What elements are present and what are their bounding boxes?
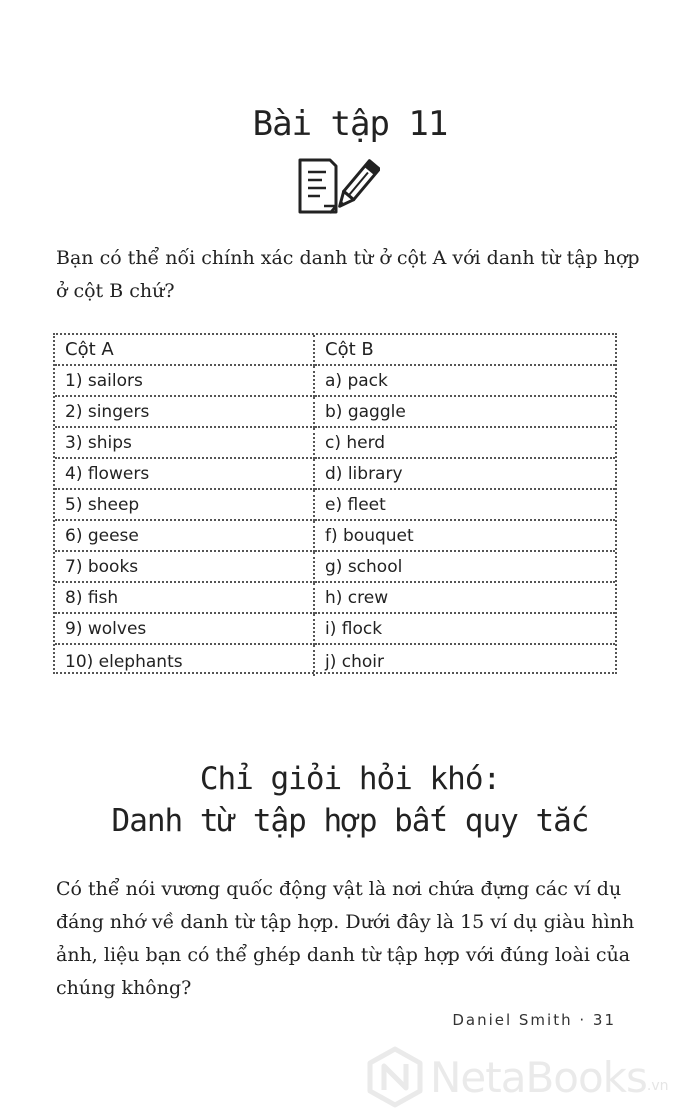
column-a-item: 10) elephants — [55, 645, 315, 676]
column-a-item: 6) geese — [55, 521, 315, 552]
section-title — [0, 758, 700, 842]
column-a-item: 9) wolves — [55, 614, 315, 645]
watermark — [366, 1044, 696, 1110]
watermark-text: NetaBooks — [430, 1052, 647, 1102]
match-table — [53, 333, 617, 674]
column-a-item: 5) sheep — [55, 490, 315, 521]
column-b-item: b) gaggle — [315, 397, 615, 428]
column-b-item: i) flock — [315, 614, 615, 645]
column-a-item: 4) flowers — [55, 459, 315, 490]
column-b-item: a) pack — [315, 366, 615, 397]
column-a-header: Cột A — [55, 335, 315, 366]
watermark-suffix: .vn — [646, 1078, 669, 1094]
running-footer: Daniel Smith · 31 — [452, 1011, 616, 1029]
column-a-item: 8) fish — [55, 583, 315, 614]
section-title-line: Danh từ tập hợp bất quy tắc — [111, 803, 589, 839]
exercise-title: Bài tập 11 — [252, 104, 448, 144]
column-a-item: 2) singers — [55, 397, 315, 428]
column-b-item: c) herd — [315, 428, 615, 459]
column-b-item: f) bouquet — [315, 521, 615, 552]
column-a-item: 3) ships — [55, 428, 315, 459]
section-title-line: Chỉ giỏi hỏi khó: — [199, 761, 501, 797]
section-body: Có thể nói vương quốc động vật là nơi chứa đựng các ví dụ đáng nhớ về danh từ tập hợp. Dưới đây là 15 ví dụ giàu hình ảnh, liệu bạn có thể ghép danh từ tập hợp với đúng loài của chúng không? — [56, 878, 635, 999]
column-a-item: 7) books — [55, 552, 315, 583]
netabooks-logo-icon — [366, 1046, 424, 1108]
column-b-item: d) library — [315, 459, 615, 490]
exercise-instruction: Bạn có thể nối chính xác danh từ ở cột A với danh từ tập hợp ở cột B chứ? — [56, 247, 640, 302]
column-b-item: h) crew — [315, 583, 615, 614]
column-b-item: e) fleet — [315, 490, 615, 521]
column-b-item: g) school — [315, 552, 615, 583]
document-pencil-icon — [296, 156, 380, 216]
column-b-item: j) choir — [325, 652, 384, 672]
column-a-item: 1) sailors — [55, 366, 315, 397]
column-b-header: Cột B — [315, 335, 615, 366]
